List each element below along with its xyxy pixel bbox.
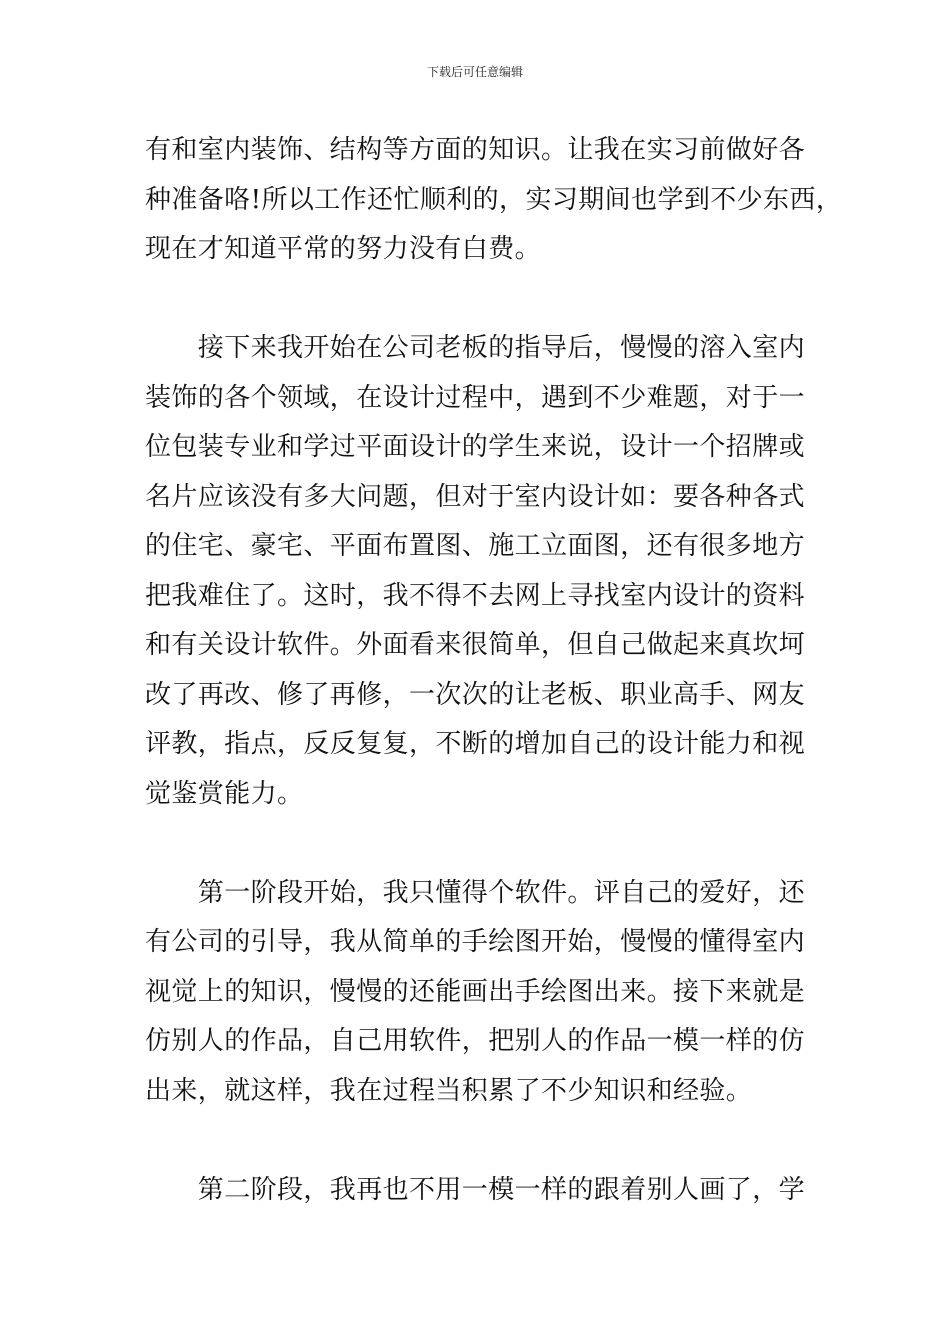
text-line: 把我难住了。这时，我不得不去网上寻找室内设计的资料 xyxy=(145,580,806,611)
paragraph-gap xyxy=(145,819,810,869)
text-line: 觉鉴赏能力。 xyxy=(145,778,304,809)
paragraph-gap xyxy=(145,275,810,325)
document-body xyxy=(145,126,843,1215)
text-line: 名片应该没有多大问题，但对于室内设计如：要各种各式 xyxy=(145,481,806,512)
text-line: 现在才知道平常的努力没有白费。 xyxy=(145,234,542,264)
text-line: 评教，指点，反反复复，不断的增加自己的设计能力和视 xyxy=(145,729,806,759)
text-line: 位包装专业和学过平面设计的学生来说，设计一个招牌或 xyxy=(145,432,806,462)
text-line: 改了再改、修了再修，一次次的让老板、职业高手、网友 xyxy=(145,679,806,710)
text-line: 出来，就这样，我在过程当积累了不少知识和经验。 xyxy=(145,1075,753,1106)
text-line: 第一阶段开始，我只懂得个软件。评自己的爱好，还 xyxy=(145,877,806,908)
text-line: 种准备咯!所以工作还忙顺利的，实习期间也学到不少东西， xyxy=(145,184,843,215)
text-line: 第二阶段，我再也不用一模一样的跟着别人画了，学 xyxy=(145,1174,806,1205)
text-line: 有公司的引导，我从简单的手绘图开始，慢慢的懂得室内 xyxy=(145,927,806,957)
text-line: 装饰的各个领域，在设计过程中，遇到不少难题，对于一 xyxy=(145,382,806,413)
text-line: 的住宅、豪宅、平面布置图、施工立面图，还有很多地方 xyxy=(145,531,806,561)
text-line: 和有关设计软件。外面看来很简单，但自己做起来真坎坷 xyxy=(145,630,806,660)
text-line: 仿别人的作品，自己用软件，把别人的作品一模一样的仿 xyxy=(145,1026,806,1056)
text-line: 接下来我开始在公司老板的指导后，慢慢的溶入室内 xyxy=(145,333,806,363)
page-header: 下载后可任意编辑 xyxy=(426,65,523,79)
paragraph-gap xyxy=(145,1116,810,1166)
text-line: 视觉上的知识，慢慢的还能画出手绘图出来。接下来就是 xyxy=(145,976,806,1007)
text-line: 有和室内装饰、结构等方面的知识。让我在实习前做好各 xyxy=(145,135,806,165)
